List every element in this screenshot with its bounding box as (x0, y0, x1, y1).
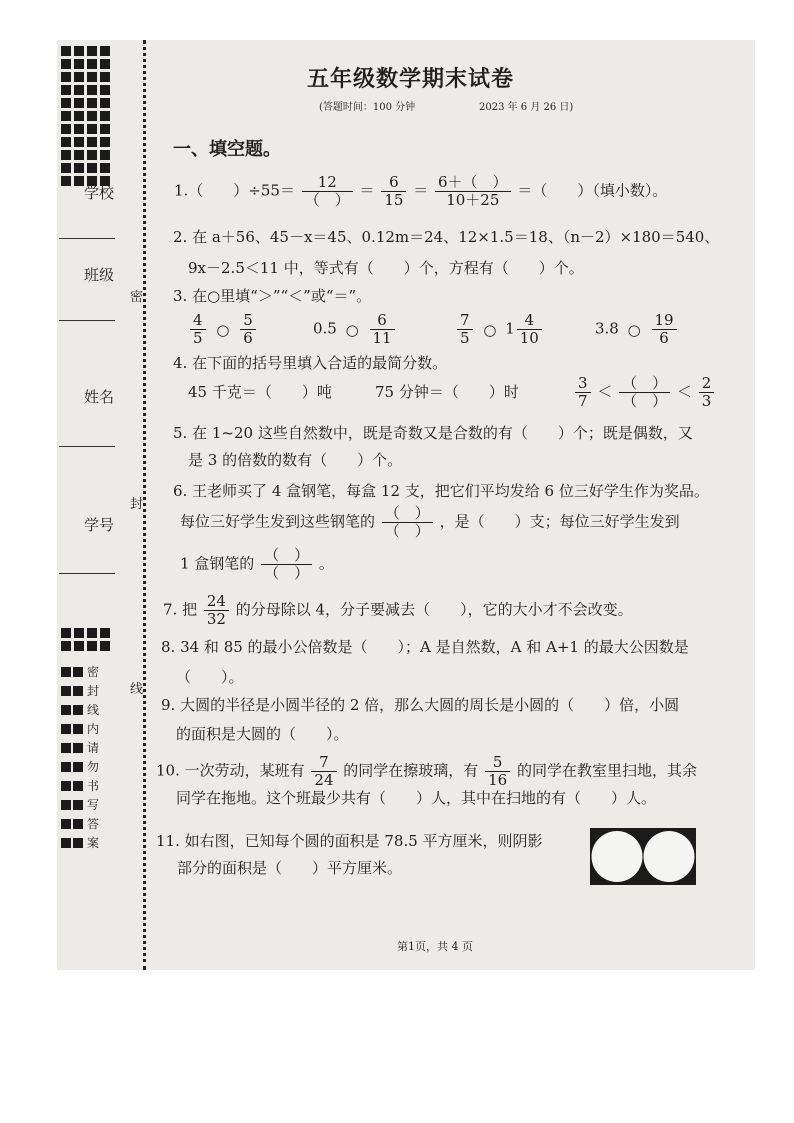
question-6-line-1: 6. 王老师买了 4 盒钢笔，每盒 12 支，把它们平均发给 6 位三好学生作为奖品。 (173, 482, 709, 500)
question-7: 7. 把 $\frac{24}{32}$ 的分母除以 4，分子要减去（ ），它的大小才不会改变。 (163, 592, 633, 628)
question-8-line-2: （ ）。 (176, 668, 244, 686)
q4-answer-fraction[interactable]: $\frac{( )}{( )}$ (619, 375, 670, 410)
q1-fraction-3: $\frac{6+( )}{10+25}$ (435, 174, 511, 209)
q1-post: ＝（ ）（填小数）。 (517, 181, 668, 200)
compare-circle[interactable]: ○ (627, 320, 641, 339)
question-3-item-b: 0.5 ○ $\frac{6}{11}$ (313, 312, 397, 347)
middle-marker-grid (61, 628, 110, 651)
time-note: (答题时间：100 分钟 (319, 102, 416, 113)
warning-char: 答 (87, 817, 100, 831)
two-circles-figure (589, 827, 697, 887)
q6-answer-fraction-1[interactable]: $\frac{( )}{( )}$ (382, 505, 433, 540)
question-3-item-a: $\frac{4}{5}$ ○ $\frac{5}{6}$ (188, 312, 258, 347)
exam-title: 五年级数学期末试卷 (307, 66, 515, 92)
q1-pre: 1.（ ）÷55＝ (174, 181, 295, 200)
school-blank[interactable] (59, 238, 115, 239)
q1-fraction-2: $\frac{6}{15}$ (381, 174, 406, 209)
student-id-label: 学号 (83, 516, 114, 534)
seal-mark-feng: 封 (130, 491, 143, 514)
question-3-item-d: 3.8 ○ $\frac{19}{6}$ (595, 312, 679, 347)
question-3-item-c: $\frac{7}{5}$ ○ 1 $\frac{4}{10}$ (455, 312, 544, 347)
class-blank[interactable] (59, 320, 115, 321)
question-8-line-1: 8. 34 和 85 的最小公倍数是（ ）；A 是自然数，A 和 A+1 的最大公因数是 (161, 638, 689, 656)
question-5-line-2: 是 3 的倍数的数有（ ）个。 (188, 451, 403, 469)
question-11-line-1: 11. 如右图，已知每个圆的面积是 78.5 平方厘米，则阴影 (156, 832, 543, 850)
top-marker-grid (61, 46, 110, 186)
q1-equals: ＝ (359, 181, 375, 200)
student-id-blank[interactable] (59, 573, 115, 574)
question-1 (174, 174, 667, 209)
seal-mark-mi: 密 (130, 284, 143, 307)
question-11-line-2: 部分的面积是（ ）平方厘米。 (177, 859, 403, 877)
question-9-line-1: 9. 大圆的半径是小圆半径的 2 倍，那么大圆的周长是小圆的（ ）倍，小圆 (161, 696, 680, 714)
name-label: 姓名 (83, 388, 114, 406)
question-2-line-1: 2. 在 a＋56、45－x＝45、0.12m＝24、12×1.5＝18、（n－2）×180＝540、 (173, 228, 720, 246)
section-heading: 一、填空题。 (173, 139, 281, 160)
question-5-line-1: 5. 在 1~20 这些自然数中，既是奇数又是合数的有（ ）个；既是偶数，又 (173, 424, 693, 442)
warning-char: 封 (87, 684, 100, 698)
compare-circle[interactable]: ○ (345, 320, 359, 339)
warning-char: 线 (87, 703, 100, 717)
question-10-line-1: 10. 一次劳动，某班有 $\frac{7}{24}$ 的同学在擦玻璃，有 $\frac{5}{16}$ 的同学在教室里扫地，其余 (156, 753, 697, 789)
q1-equals: ＝ (413, 181, 429, 200)
seal-warning (61, 662, 99, 852)
compare-circle[interactable]: ○ (216, 320, 230, 339)
question-2-line-2: 9x－2.5＜11 中，等式有（ ）个，方程有（ ）个。 (188, 259, 584, 277)
binding-dotted-line (143, 40, 146, 970)
q1-answer-blank[interactable]: （ ） (304, 191, 350, 209)
exam-date: 2023 年 6 月 26 日) (479, 102, 574, 113)
question-10-line-2: 同学在拖地。这个班最少共有（ ）人，其中在扫地的有（ ）人。 (176, 789, 657, 807)
right-circle (644, 831, 695, 882)
question-9-line-2: 的面积是大圆的（ ）。 (176, 725, 349, 743)
warning-char: 案 (87, 836, 100, 850)
question-4-item-b: 75 分钟＝（ ）时 (375, 383, 519, 401)
q6-answer-fraction-2[interactable]: $\frac{( )}{( )}$ (261, 547, 312, 582)
warning-char: 书 (87, 779, 100, 793)
school-label: 学校 (83, 184, 114, 202)
exam-sheet (57, 40, 755, 970)
question-4-item-a: 45 千克＝（ ）吨 (188, 383, 332, 401)
seal-mark-xian: 线 (130, 676, 143, 699)
class-label: 班级 (83, 266, 114, 284)
question-6-line-2: 每位三好学生发到这些钢笔的 $\frac{( )}{( )}$ ，是（ ）支；每位三好学生发到 (180, 504, 680, 540)
left-circle (592, 831, 643, 882)
name-blank[interactable] (59, 446, 115, 447)
question-3-stem: 3. 在○里填“＞”“＜”或“＝”。 (173, 287, 372, 305)
warning-char: 内 (87, 722, 100, 736)
question-6-line-3: 1 盒钢笔的 $\frac{( )}{( )}$ 。 (180, 546, 334, 582)
page-footer: 第1页，共 4 页 (397, 940, 473, 953)
warning-char: 写 (87, 798, 100, 812)
q1-answer-blank[interactable]: 6＋（ ） (435, 174, 511, 192)
warning-char: 勿 (87, 760, 100, 774)
q1-fraction-1: $\frac{12}{( )}$ (302, 174, 353, 209)
question-4-item-c: $\frac{3}{7}$ ＜ $\frac{( )}{( )}$ ＜ $\frac{2}{3}$ (573, 375, 716, 410)
warning-char: 密 (87, 665, 100, 679)
question-4-stem: 4. 在下面的括号里填入合适的最简分数。 (173, 354, 448, 372)
compare-circle[interactable]: ○ (483, 320, 497, 339)
warning-char: 请 (87, 741, 100, 755)
